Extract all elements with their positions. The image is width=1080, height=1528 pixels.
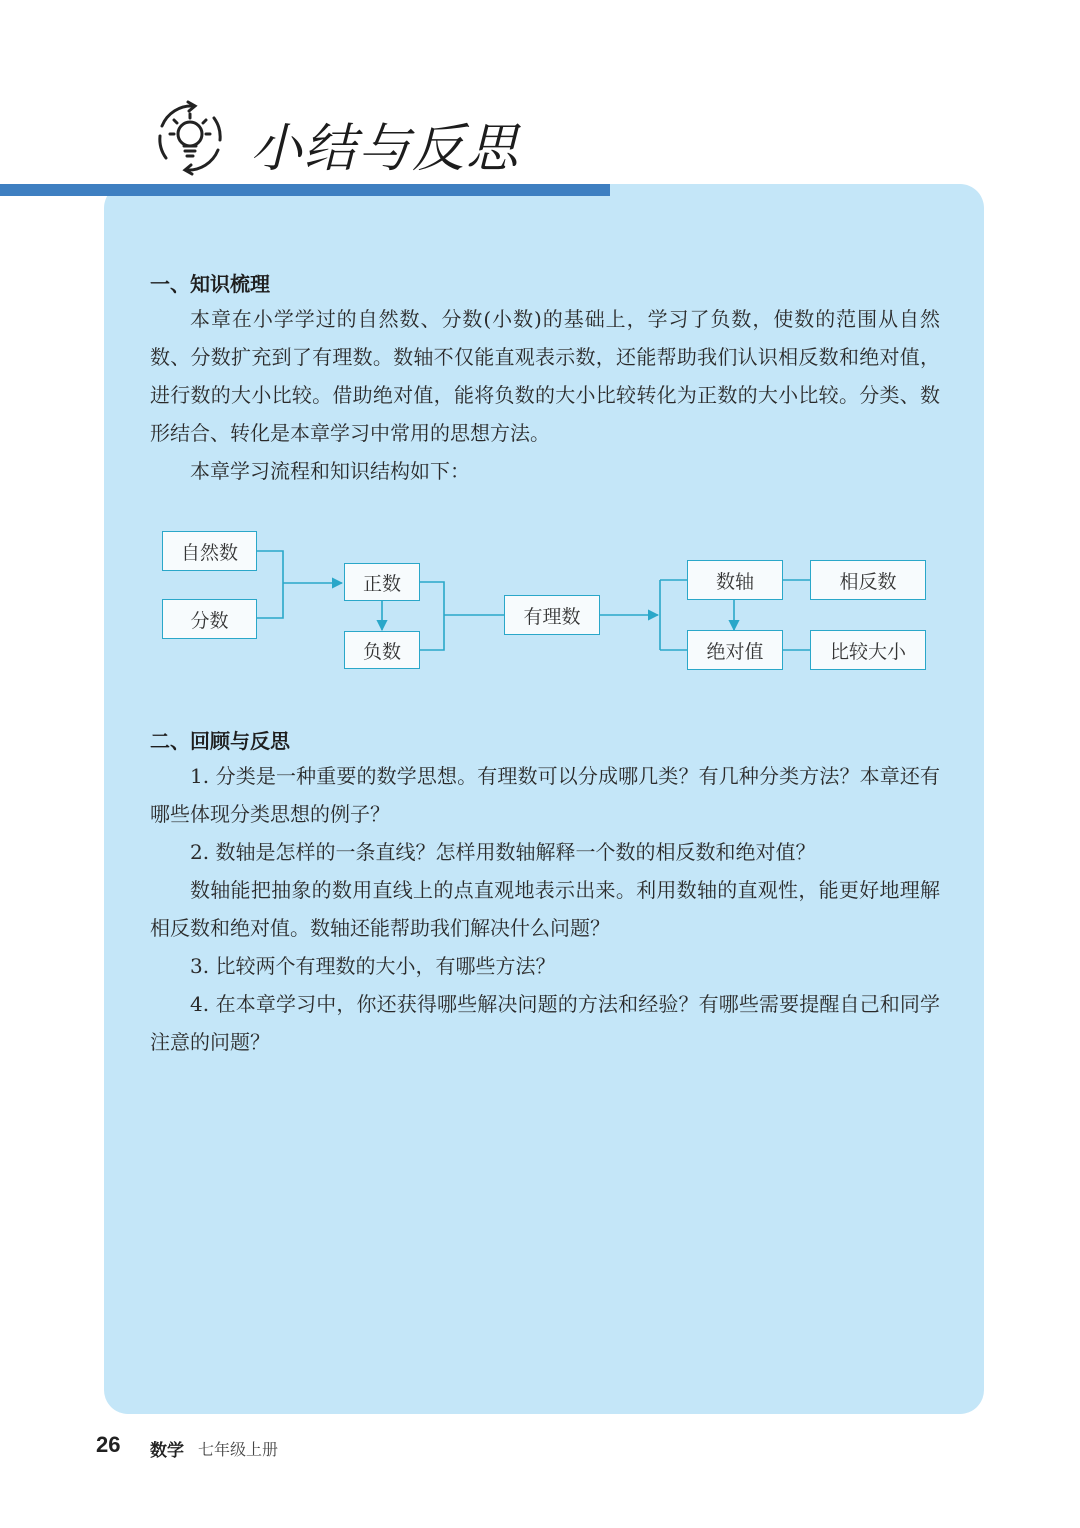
lightbulb-cycle-icon <box>148 96 232 180</box>
page-title: 小结与反思 <box>250 119 521 179</box>
review-question-2-note: 数轴能把抽象的数用直线上的点直观地表示出来。利用数轴的直观性，能更好地理解相反数和绝对值。数轴还能帮助我们解决什么问题？ <box>150 878 940 940</box>
box-absolute-value: 绝对值 <box>687 630 783 670</box>
section-heading-knowledge: 一、知识梳理 <box>150 272 270 296</box>
section-heading-review: 二、回顾与反思 <box>150 729 290 753</box>
review-question-3: 3. 比较两个有理数的大小，有哪些方法？ <box>190 954 556 978</box>
page-number: 26 <box>96 1432 121 1457</box>
knowledge-structure-diagram <box>150 520 940 690</box>
section1-intro-diagram: 本章学习流程和知识结构如下： <box>190 459 470 483</box>
box-compare-sizes: 比较大小 <box>810 630 926 670</box>
section1-paragraph: 本章在小学学过的自然数、分数(小数)的基础上，学习了负数，使数的范围从自然数、分数扩充到了有理数。数轴不仅能直观表示数，还能帮助我们认识相反数和绝对值，进行数的大小比较。借助绝对值，能将负数的大小比较转化为正数的大小比较。分类、数形结合、转化是本章学习中常用的思想方法。 <box>150 307 940 445</box>
footer-grade: 七年级上册 <box>198 1442 279 1459</box>
review-question-1: 1. 分类是一种重要的数学思想。有理数可以分成哪几类？有几种分类方法？本章还有哪些体现分类思想的例子？ <box>150 764 940 826</box>
review-question-2: 2. 数轴是怎样的一条直线？怎样用数轴解释一个数的相反数和绝对值？ <box>190 840 816 864</box>
box-fractions: 分数 <box>162 599 257 639</box>
box-opposite-numbers: 相反数 <box>810 560 926 600</box>
box-positive-numbers: 正数 <box>344 563 420 601</box>
footer-subject: 数学 <box>150 1441 184 1460</box>
box-number-line: 数轴 <box>687 560 783 600</box>
review-question-4: 4. 在本章学习中，你还获得哪些解决问题的方法和经验？有哪些需要提醒自己和同学注意的问题？ <box>150 992 940 1054</box>
box-natural-numbers: 自然数 <box>162 531 257 571</box>
box-negative-numbers: 负数 <box>344 631 420 669</box>
header-accent-bar <box>0 184 610 196</box>
box-rational-numbers: 有理数 <box>504 595 600 635</box>
